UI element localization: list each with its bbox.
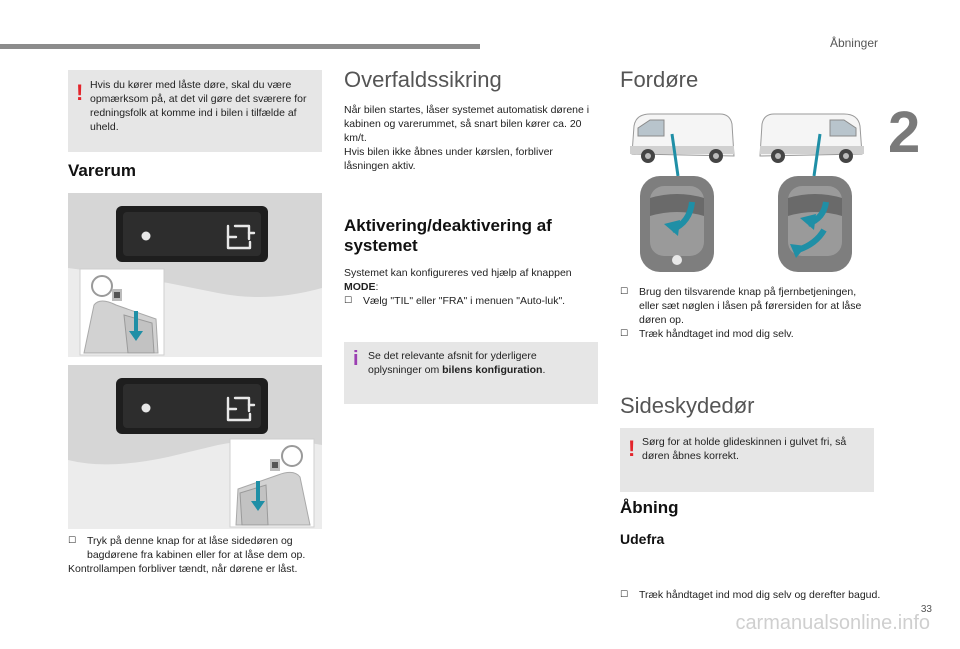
config-paragraph [344,266,598,308]
warning-icon: ! [76,80,84,105]
config-text: Systemet kan konfigureres ved hjælp af knappen [344,267,572,279]
page-number: 33 [920,604,932,615]
watermark: carmanualsonline.info [735,612,930,634]
para-autolock-1: Når bilen startes, låser systemet automatisk dørene i kabinen og varerummet, så snart bilen kører ca. 20 km/t. [344,104,590,144]
para-autolock-2: Hvis bilen ikke åbnes under kørslen, forbliver låsningen aktiv. [344,146,553,172]
bullet-pull-back [620,588,893,602]
mode-button-label: MODE [344,281,376,293]
subsubtitle-udefra: Udefra [620,531,665,547]
subtitle-activation: Aktivering/deaktivering af systemet [344,216,552,255]
bullet-lock-button [68,534,341,562]
note-indicator-lamp: Kontrollampen forbliver tændt, når dørene er låst. [68,563,298,575]
front-door-instructions [620,285,874,341]
bullet-marker-icon: ☐ [620,329,629,339]
illustration-front-door-handles [620,106,874,276]
section-title-overfaldssikring: Overfaldssikring [344,67,502,92]
section-title-sideskydedor: Sideskydedør [620,393,755,418]
bullet-lock-button-text: Tryk på denne knap for at låse sidedøren og bagdørene fra kabinen eller for at låse dem op. [87,535,306,561]
bullet-marker-icon: ☐ [68,536,77,546]
bullet-remote-key [620,285,874,327]
bullet-pull-back-text: Træk håndtaget ind mod dig selv og derefter bagud. [639,589,881,601]
section-title-varerum: Varerum [68,161,137,180]
bullet-remote-key-text: Brug den tilsvarende knap på fjernbetjeningen, eller sæt nøglen i låsen på førersiden for at låse døren op. [639,286,862,326]
info-box-configuration [344,342,598,404]
warning-rail-text: Sørg for at holde glideskinnen i gulvet fri, så døren åbnes korrekt. [642,436,847,462]
info-text-bold: bilens konfiguration [442,364,543,376]
info-text-main: Se det relevante afsnit for yderligere oplysninger om [368,350,537,376]
info-icon: i [353,348,359,370]
section-label: Åbninger [829,36,878,50]
subtitle-abning: Åbning [620,498,679,517]
info-text [368,349,590,377]
photo-lock-button-left-hand [68,365,322,529]
bullet-auto-luk [344,294,598,308]
chapter-number: 2 [888,100,921,165]
section-title-fordore: Fordøre [620,67,699,92]
bullet-pull-handle-text: Træk håndtaget ind mod dig selv. [639,328,794,340]
warning-text: Hvis du kører med låste døre, skal du være opmærksom på, at det vil gøre det sværere for redningsfolk at komme ind i bilen i tilfælde af uheld. [90,79,307,133]
header-bar [0,44,480,49]
info-text-end: . [542,364,546,376]
config-colon: : [375,281,379,293]
bullet-auto-luk-text: Vælg "TIL" eller "FRA" i menuen "Auto-luk". [363,295,566,307]
photo-lock-button-right-hand [68,193,322,357]
bullet-pull-handle [620,327,874,341]
bullet-marker-icon: ☐ [620,287,629,297]
warning-icon: ! [628,436,636,461]
bullet-marker-icon: ☐ [344,296,353,306]
warning-box-sliding-rail [620,428,874,492]
warning-box-doors [68,70,322,152]
para-autolock [344,103,598,173]
bullet-marker-icon: ☐ [620,590,629,600]
